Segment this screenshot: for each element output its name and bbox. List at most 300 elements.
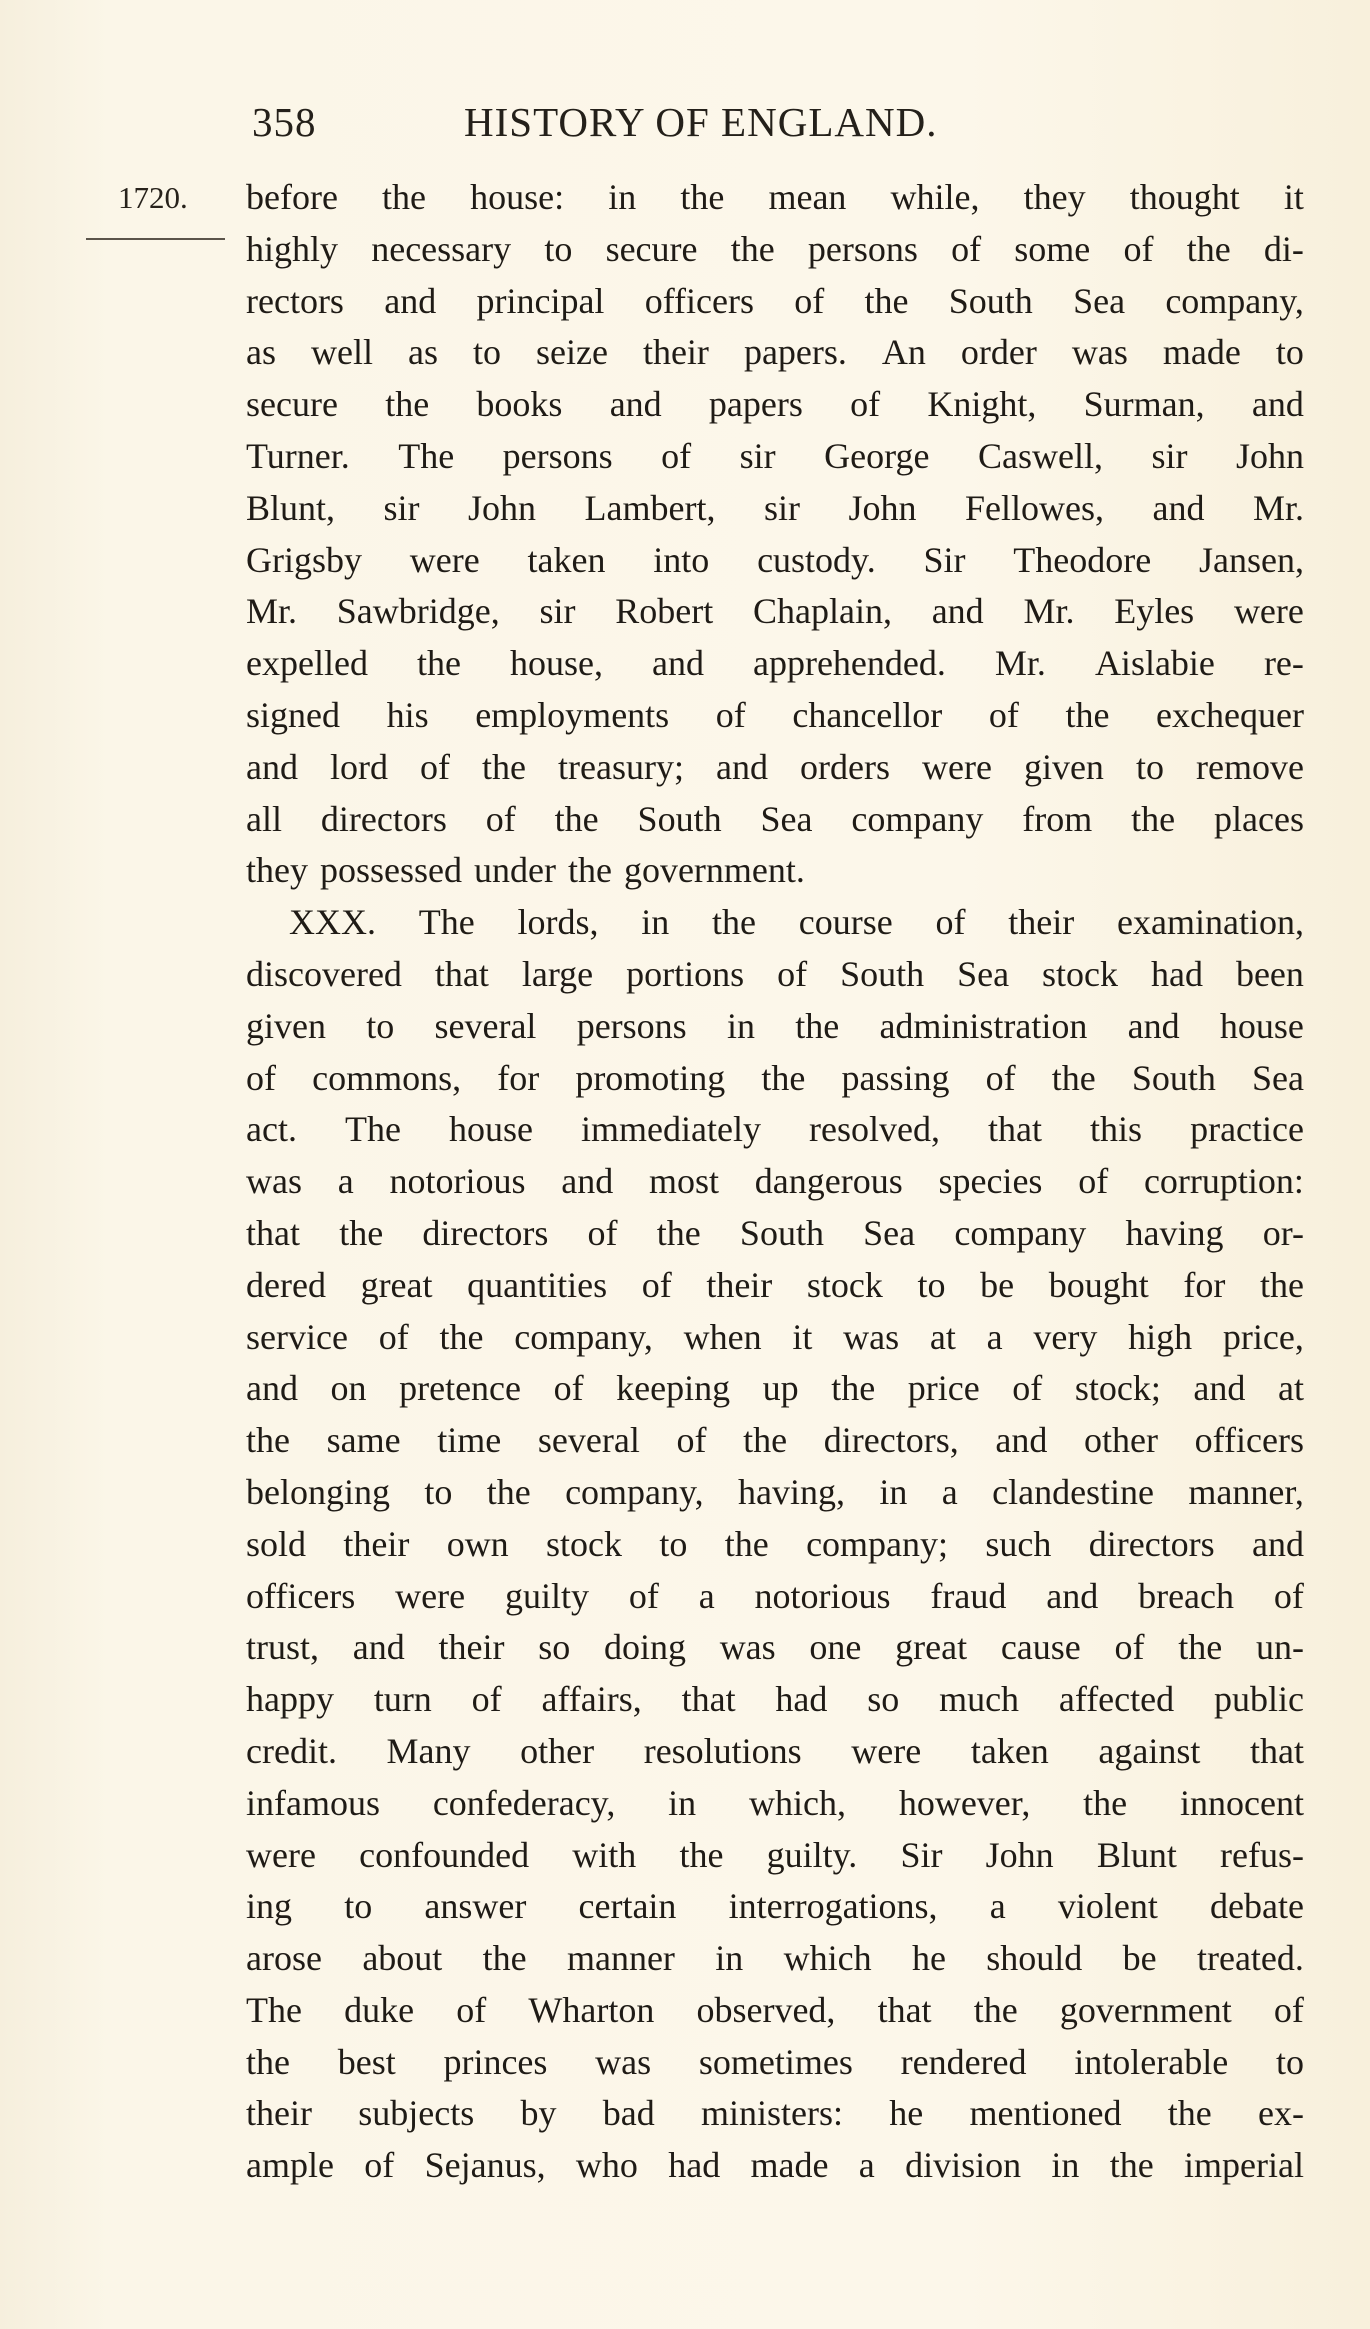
word: quantities (467, 1264, 608, 1305)
word: all (246, 798, 282, 839)
word: and (246, 1368, 298, 1409)
word: house (449, 1109, 533, 1150)
word: that (681, 1679, 736, 1720)
word: given (1023, 746, 1104, 787)
word: at (929, 1316, 956, 1357)
word: made (1162, 332, 1241, 373)
word: were (921, 746, 992, 787)
word: the (1178, 1627, 1223, 1668)
word: and (1252, 1523, 1304, 1564)
word: or- (1262, 1212, 1304, 1253)
word: and (1046, 1575, 1099, 1616)
word: persons (807, 228, 918, 269)
word: such (985, 1523, 1052, 1564)
word: and (1152, 487, 1205, 528)
word: answer (424, 1886, 527, 1927)
word: should (986, 1938, 1083, 1979)
word: Wharton (528, 1989, 655, 2030)
word: were (1233, 591, 1304, 632)
word: into (653, 539, 710, 580)
word: The (345, 1109, 401, 1150)
word: service (246, 1316, 348, 1357)
word: ing (246, 1886, 293, 1927)
word: a (941, 1471, 958, 1512)
word: were (395, 1575, 466, 1616)
word: Fellowes, (965, 487, 1104, 528)
text-line (246, 742, 1304, 794)
word: chancellor (792, 694, 943, 735)
word: and (609, 384, 662, 425)
word: ample (246, 2145, 334, 2186)
word: his (386, 694, 429, 735)
word: Knight, (927, 384, 1037, 425)
word: remove (1195, 746, 1304, 787)
word: great (895, 1627, 968, 1668)
word: Many (386, 1730, 471, 1771)
word: in (641, 902, 670, 943)
word: Eyles (1114, 591, 1195, 632)
word: this (1090, 1109, 1143, 1150)
word: and (931, 591, 984, 632)
word: they (1023, 177, 1086, 217)
word: from (1022, 798, 1093, 839)
text-line (246, 1001, 1304, 1053)
text-line (246, 1933, 1304, 1985)
word: di- (1263, 228, 1304, 269)
word: a (698, 1575, 715, 1616)
word: sir (539, 591, 576, 632)
word: the (482, 746, 527, 787)
word: turn (373, 1679, 432, 1720)
word: act. (246, 1109, 297, 1150)
margin-rule (86, 238, 225, 240)
word: and (384, 280, 437, 321)
word: affairs, (541, 1679, 642, 1720)
word: stock (1042, 953, 1119, 994)
word: in (726, 1005, 755, 1046)
word: innocent (1179, 1782, 1304, 1823)
word: orders (800, 746, 890, 787)
word: the (712, 902, 757, 943)
text-line (246, 690, 1304, 742)
text-line (246, 172, 1304, 224)
text-line (246, 897, 1304, 949)
word: the (730, 228, 775, 269)
word: sometimes (698, 2041, 853, 2082)
word: sir (383, 487, 420, 528)
word: books (476, 384, 563, 425)
word: Chaplain, (752, 591, 892, 632)
word: resolutions (643, 1730, 802, 1771)
word: of (485, 798, 516, 839)
word: had (668, 2145, 721, 2186)
word: intolerable (1074, 2041, 1229, 2082)
word: to (472, 332, 501, 373)
word: promoting (575, 1057, 726, 1098)
word: secure (246, 384, 338, 425)
word: directors (320, 798, 447, 839)
word: and (352, 1627, 405, 1668)
text-line (246, 1260, 1304, 1312)
word: other (520, 1730, 595, 1771)
text-line (246, 483, 1304, 535)
word: resolved, (809, 1109, 940, 1150)
word: so (867, 1679, 900, 1720)
word: ex- (1258, 2093, 1304, 2134)
word: the (416, 643, 461, 684)
word: credit. (246, 1730, 337, 1771)
word: dered (246, 1264, 326, 1305)
word: persons (502, 435, 613, 476)
word: administration (879, 1005, 1088, 1046)
text-line (246, 1053, 1304, 1105)
word: the (246, 1420, 290, 1461)
word: to (1275, 2041, 1304, 2082)
word: great (360, 1264, 433, 1305)
word: highly (246, 228, 339, 269)
text-line (246, 1519, 1304, 1571)
word: of (850, 384, 881, 425)
word: directors (422, 1212, 549, 1253)
word: which, (749, 1782, 846, 1823)
word: their (438, 1627, 505, 1668)
word: An (881, 332, 926, 373)
word: Sawbridge, (336, 591, 500, 632)
word: and (1251, 384, 1304, 425)
word: the (1083, 1782, 1128, 1823)
word: arose (246, 1938, 322, 1979)
word: South (1131, 1057, 1216, 1098)
word: mentioned (969, 2093, 1122, 2134)
word: species (938, 1161, 1043, 1202)
word: as (407, 332, 438, 373)
word: confounded (359, 1834, 530, 1875)
word: it (792, 1316, 813, 1357)
word: directors (1088, 1523, 1215, 1564)
word: of (1273, 1989, 1304, 2030)
word: of (378, 1316, 409, 1357)
word: ministers: (701, 2093, 844, 2134)
word: Jansen, (1199, 539, 1304, 580)
word: for (497, 1057, 540, 1098)
word: house: (470, 177, 565, 217)
word: well (311, 332, 373, 373)
word: that (1249, 1730, 1304, 1771)
word: necessary (371, 228, 512, 269)
text-line (246, 1778, 1304, 1830)
word: imperial (1184, 2145, 1304, 2186)
word: officers (246, 1575, 356, 1616)
word: of (777, 953, 808, 994)
word: of (1123, 228, 1154, 269)
word: several (537, 1420, 640, 1461)
word: several (434, 1005, 537, 1046)
word: best (337, 2041, 396, 2082)
word: a (986, 1316, 1003, 1357)
word: high (1128, 1316, 1193, 1357)
word: their (343, 1523, 410, 1564)
word: the (1186, 228, 1231, 269)
word: to (1275, 332, 1304, 373)
word: thought (1129, 177, 1240, 217)
word: under (473, 850, 556, 891)
word: house (1219, 1005, 1304, 1046)
word: violent (1057, 1886, 1158, 1927)
word: however, (898, 1782, 1031, 1823)
word: Mr. (1023, 591, 1075, 632)
word: be (980, 1264, 1015, 1305)
word: guilty (504, 1575, 589, 1616)
text-line (246, 2140, 1304, 2192)
word: Blunt (1096, 1834, 1177, 1875)
word: bought (1048, 1264, 1149, 1305)
word: was (843, 1316, 900, 1357)
word: of (246, 1057, 276, 1098)
word: company; (806, 1523, 949, 1564)
word: the (1109, 2145, 1154, 2186)
text-line (246, 1571, 1304, 1623)
word: he (911, 1938, 946, 1979)
word: duke (344, 1989, 415, 2030)
word: exchequer (1156, 694, 1304, 735)
word: fraud (930, 1575, 1007, 1616)
word: at (1277, 1368, 1304, 1409)
word: to (424, 1471, 453, 1512)
word: very (1033, 1316, 1098, 1357)
word: and (651, 643, 704, 684)
word: in (715, 1938, 744, 1979)
word: affected (1058, 1679, 1175, 1720)
word: and (1193, 1368, 1246, 1409)
word: princes (443, 2041, 548, 2082)
word: of (553, 1368, 584, 1409)
word: the (554, 798, 599, 839)
word: house, (509, 643, 603, 684)
word: of (420, 746, 451, 787)
word: of (1078, 1161, 1109, 1202)
word: their (246, 2093, 312, 2134)
word: The (398, 435, 455, 476)
word: doing (603, 1627, 686, 1668)
word: John (1235, 435, 1304, 476)
word: public (1213, 1679, 1304, 1720)
word: in (668, 1782, 697, 1823)
word: portions (626, 953, 745, 994)
word: one (809, 1627, 862, 1668)
word: company, (1165, 280, 1304, 321)
word: he (889, 2093, 924, 2134)
word: George (824, 435, 930, 476)
word: observed, (696, 1989, 836, 2030)
word: Sir (900, 1834, 943, 1875)
word: Mr. (246, 591, 298, 632)
word: who (575, 2145, 638, 2186)
word: they (246, 850, 308, 891)
word: some (1014, 228, 1091, 269)
word: it (1283, 177, 1304, 217)
word: keeping (616, 1368, 731, 1409)
word: Surman, (1083, 384, 1205, 425)
word: sir (1151, 435, 1188, 476)
word: which (783, 1938, 872, 1979)
word: Mr. (1252, 487, 1304, 528)
body-text (246, 172, 1304, 2192)
word: places (1214, 798, 1304, 839)
page-number: 358 (252, 99, 317, 145)
word: passing (841, 1057, 950, 1098)
word: notorious (754, 1575, 891, 1616)
word: own (446, 1523, 509, 1564)
word: of (935, 902, 966, 943)
word: was (719, 1627, 776, 1668)
text-line (246, 1622, 1304, 1674)
word: seize (536, 332, 608, 373)
text-line (246, 1985, 1304, 2037)
word: the (385, 384, 430, 425)
word: of (364, 2145, 395, 2186)
word: taken (527, 539, 606, 580)
word: the (761, 1057, 806, 1098)
word: officers (644, 280, 754, 321)
word: expelled (246, 643, 368, 684)
word: happy (246, 1679, 334, 1720)
word: much (939, 1679, 1020, 1720)
word: subjects (358, 2093, 475, 2134)
word: Sea (760, 798, 813, 839)
word: the (724, 1523, 769, 1564)
word: papers. (743, 332, 847, 373)
word: in (608, 177, 637, 217)
word: un- (1255, 1627, 1304, 1668)
word: XXX. (289, 902, 376, 943)
word: order (960, 332, 1037, 373)
text-line (246, 845, 1304, 897)
word: the (246, 2041, 290, 2082)
word: stock (806, 1264, 883, 1305)
word: officers (1194, 1420, 1304, 1461)
word: of (985, 1057, 1016, 1098)
word: of (794, 280, 825, 321)
word: price (907, 1368, 980, 1409)
word: Turner. (246, 435, 350, 476)
word: their (706, 1264, 773, 1305)
word: of (988, 694, 1019, 735)
word: of (661, 435, 692, 476)
word: the (1065, 694, 1110, 735)
word: the (1167, 2093, 1212, 2134)
word: large (521, 953, 594, 994)
word: so (538, 1627, 571, 1668)
word: employments (475, 694, 670, 735)
word: when (683, 1316, 762, 1357)
word: refus- (1220, 1834, 1304, 1875)
word: manner, (1188, 1471, 1304, 1512)
word: trust, (246, 1627, 320, 1668)
word: was (595, 2041, 652, 2082)
word: to (659, 1523, 688, 1564)
word: breach (1138, 1575, 1235, 1616)
word: directors, (823, 1420, 959, 1461)
word: course (798, 902, 893, 943)
word: for (1183, 1264, 1226, 1305)
word: other (1084, 1420, 1159, 1461)
word: Sir (923, 539, 966, 580)
word: same (326, 1420, 401, 1461)
text-line (246, 224, 1304, 276)
text-line (246, 276, 1304, 328)
word: sir (739, 435, 776, 476)
word: were (851, 1730, 922, 1771)
word: notorious (389, 1161, 526, 1202)
text-line (246, 1312, 1304, 1364)
word: before (246, 177, 338, 217)
word: signed (246, 694, 340, 735)
text-line (246, 794, 1304, 846)
word: discovered (246, 953, 402, 994)
word: papers (708, 384, 803, 425)
word: Lambert, (584, 487, 716, 528)
word: the (482, 1938, 527, 1979)
word: on (330, 1368, 367, 1409)
word: Sea (1251, 1057, 1304, 1098)
text-line (246, 1830, 1304, 1882)
word: debate (1210, 1886, 1304, 1927)
text-line (246, 1881, 1304, 1933)
word: Theodore (1013, 539, 1152, 580)
word: re- (1263, 643, 1304, 684)
word: stock; (1074, 1368, 1161, 1409)
word: South (840, 953, 925, 994)
text-line (246, 1415, 1304, 1467)
word: of (951, 228, 982, 269)
text-line (246, 586, 1304, 638)
word: the (680, 177, 725, 217)
word: The (418, 902, 475, 943)
word: company (851, 798, 984, 839)
word: secure (605, 228, 698, 269)
word: the (486, 1471, 531, 1512)
word: sold (246, 1523, 307, 1564)
text-line (246, 327, 1304, 379)
word: of (715, 694, 746, 735)
page-title: HISTORY OF ENGLAND. (464, 99, 938, 145)
word: the (1259, 1264, 1304, 1305)
word: the (795, 1005, 840, 1046)
text-line (246, 2088, 1304, 2140)
word: the (382, 177, 427, 217)
word: of (456, 1989, 487, 2030)
word: John (468, 487, 537, 528)
word: of (587, 1212, 618, 1253)
word: Mr. (994, 643, 1046, 684)
word: of (676, 1420, 707, 1461)
word: and (716, 746, 768, 787)
word: treasury; (558, 746, 684, 787)
word: company (954, 1212, 1087, 1253)
word: most (648, 1161, 719, 1202)
word: mean (768, 177, 847, 217)
text-line (246, 1674, 1304, 1726)
word: Grigsby (246, 539, 362, 580)
word: the (656, 1212, 701, 1253)
word: made (750, 2145, 829, 2186)
word: having, (738, 1471, 846, 1512)
word: company, (565, 1471, 704, 1512)
word: rendered (900, 2041, 1027, 2082)
text-line (246, 2037, 1304, 2089)
word: rectors (246, 280, 344, 321)
word: practice (1190, 1109, 1304, 1150)
